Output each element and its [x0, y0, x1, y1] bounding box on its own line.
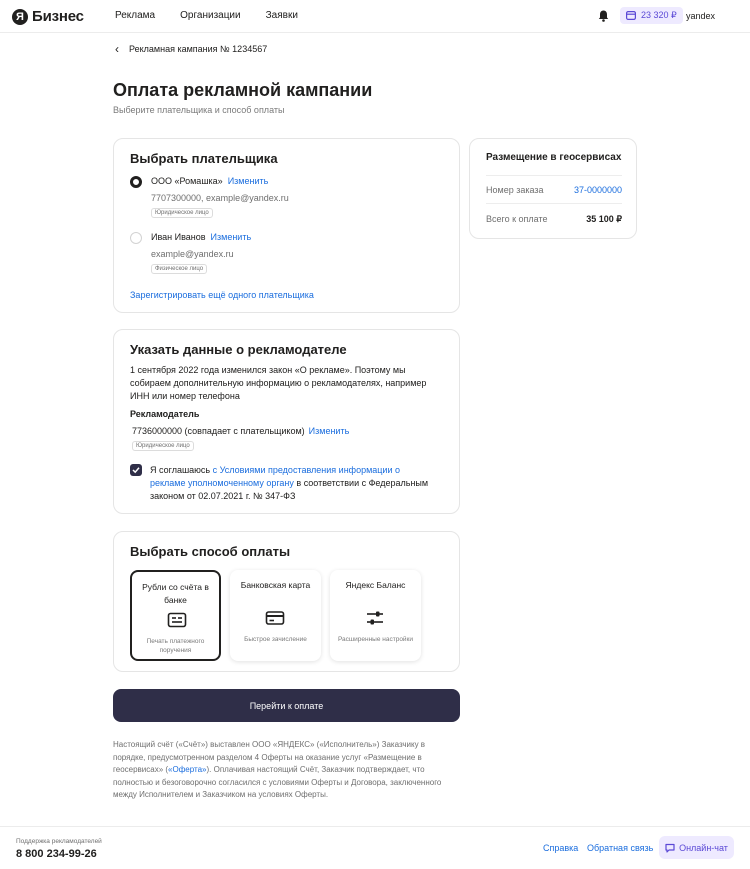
total-value: 35 100 ₽ — [586, 214, 622, 224]
feedback-link[interactable]: Обратная связь — [587, 843, 654, 853]
chevron-left-icon[interactable]: ‹ — [115, 42, 119, 56]
payment-method-card — [113, 531, 460, 672]
nav-item-organizations[interactable]: Организации — [180, 10, 241, 21]
agree-text — [150, 464, 430, 503]
online-chat-button[interactable] — [659, 836, 734, 859]
support-phone[interactable]: 8 800 234-99-26 — [16, 848, 97, 860]
change-payer-link[interactable]: Изменить — [210, 232, 252, 242]
radio-unselected[interactable] — [130, 232, 142, 244]
payment-card-title: Выбрать способ оплаты — [130, 544, 291, 559]
main-nav — [115, 10, 323, 21]
method-yandex-balance[interactable] — [330, 570, 421, 661]
total-row — [486, 214, 622, 225]
change-advertiser-link[interactable]: Изменить — [308, 426, 350, 436]
payer-name: Иван Иванов — [151, 232, 206, 242]
breadcrumb[interactable] — [115, 42, 267, 56]
summary-title: Размещение в геосервисах — [486, 152, 622, 163]
agree-checkbox[interactable] — [130, 464, 142, 476]
advertiser-label: Рекламодатель — [130, 409, 200, 419]
terms-link[interactable]: с Условиями предоставления информации о рекламе уполномоченному органу — [150, 465, 400, 488]
advertiser-card-title: Указать данные о рекламодателе — [130, 342, 347, 357]
payer-type-tag: Физическое лицо — [151, 264, 207, 274]
chat-label: Онлайн-чат — [679, 842, 728, 853]
register-payer-link[interactable]: Зарегистрировать ещё одного плательщика — [130, 290, 314, 300]
payer-name: ООО «Ромашка» — [151, 176, 223, 186]
method-bank-card[interactable] — [230, 570, 321, 661]
method-subtitle: Быстрое зачисление — [244, 636, 307, 643]
chat-icon — [665, 843, 675, 853]
advertiser-type-tag: Юридическое лицо — [132, 441, 194, 451]
invoice-icon — [167, 612, 187, 628]
legal-notice — [113, 739, 458, 802]
method-title: Банковская карта — [240, 580, 311, 590]
total-label: Всего к оплате — [486, 214, 548, 224]
payer-details: example@yandex.ru — [151, 249, 234, 259]
support-label: Поддержка рекламодателей — [16, 838, 102, 845]
method-title: Рубли со счёта в банке — [142, 582, 209, 605]
advertiser-intro: 1 сентября 2022 года изменился закон «О рекламе». Поэтому мы собираем дополнительную информацию о рекламодателях, например ИНН или номер телефона — [130, 365, 427, 401]
bell-icon[interactable] — [598, 10, 609, 22]
order-number-label: Номер заказа — [486, 185, 544, 195]
payer-card-title: Выбрать плательщика — [130, 151, 278, 166]
order-number-row — [486, 185, 622, 195]
balance-badge[interactable] — [620, 7, 683, 24]
card-icon — [265, 610, 285, 626]
checkmark-icon — [132, 466, 140, 474]
agree-suffix: в соответствии с Федеральным законом от 02.07.2021 г. № 347-ФЗ — [150, 478, 429, 501]
agree-prefix: Я соглашаюсь — [150, 465, 213, 475]
page-title: Оплата рекламной кампании — [113, 80, 373, 100]
advertiser-value: 7736000000 (совпадает с плательщиком) — [132, 426, 305, 436]
divider — [486, 175, 622, 176]
divider — [486, 203, 622, 204]
legal-part-2: ). Оплачивая настоящий Счёт, Заказчик подтверждает, что полностью и безоговорочно согласился с условиями Оферты и Договора, заключенного между Исполнителем и Заказчиком на условиях Оферты. — [113, 765, 442, 799]
method-subtitle: Расширенные настройки — [337, 636, 414, 643]
top-header — [0, 0, 750, 33]
radio-selected[interactable] — [130, 176, 142, 188]
proceed-to-payment-button[interactable]: Перейти к оплате — [113, 689, 460, 722]
user-account[interactable]: yandex — [686, 11, 716, 21]
payer-details: 7707300000, example@yandex.ru — [151, 193, 289, 203]
nav-item-requests[interactable]: Заявки — [265, 10, 298, 21]
page-subtitle: Выберите плательщика и способ оплаты — [113, 105, 285, 115]
legal-part-1: Настоящий счёт («Счёт») выставлен ООО «ЯНДЕКС» («Исполнитель») Заказчику в порядке, предусмотренном разделом 4 Оферты на оказание услуг «Размещение в геосервисах» ( — [113, 740, 426, 774]
nav-item-ads[interactable]: Реклама — [115, 10, 156, 21]
logo-text: Бизнес — [32, 8, 84, 25]
wallet-icon — [626, 11, 636, 20]
payer-type-tag: Юридическое лицо — [151, 208, 213, 218]
sliders-icon — [365, 610, 385, 626]
change-payer-link[interactable]: Изменить — [227, 176, 269, 186]
help-link[interactable]: Справка — [543, 843, 579, 853]
advertiser-card — [113, 329, 460, 514]
payer-card — [113, 138, 460, 313]
order-number-link[interactable]: 37-0000000 — [573, 185, 622, 195]
logo-ya-icon: Я — [12, 9, 28, 25]
balance-amount: 23 320 ₽ — [641, 10, 677, 20]
method-title: Яндекс Баланс — [345, 580, 406, 590]
offer-link[interactable]: «Оферта» — [168, 765, 207, 774]
method-subtitle: Печать платежного поручения — [146, 638, 205, 654]
yandex-business-logo[interactable] — [12, 8, 84, 25]
page-footer — [0, 826, 750, 869]
order-summary-card — [469, 138, 637, 239]
advertiser-value-row — [132, 426, 349, 436]
campaign-name: Рекламная кампания № 1234567 — [129, 44, 268, 54]
method-bank-transfer[interactable] — [130, 570, 221, 661]
